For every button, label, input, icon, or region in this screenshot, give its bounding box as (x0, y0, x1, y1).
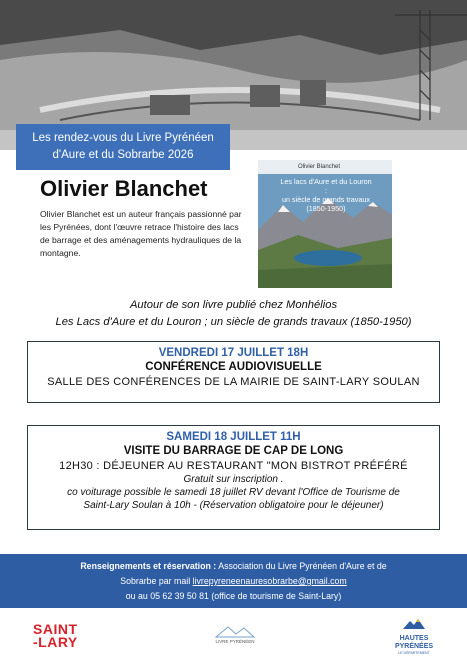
event-series-banner (16, 124, 230, 170)
banner-line-2: d'Aure et du Sobrarbe 2026 (52, 149, 194, 161)
info-footer (0, 554, 467, 608)
hautes-pyrenees-line-3: LE DÉPARTEMENT (398, 651, 430, 655)
event2-note-1: Gratuit sur inscription . (183, 474, 284, 485)
book-cover-author: Olivier Blanchet (258, 160, 392, 174)
event-box-friday (27, 341, 440, 403)
intro-line-2: Les Lacs d'Aure et du Louron ; un siècle de grands travaux (1850-1950) (55, 316, 412, 328)
author-name: Olivier Blanchet (40, 176, 208, 201)
footer-label: Renseignements et réservation : (80, 561, 217, 571)
event2-title: VISITE DU BARRAGE DE CAP DE LONG (123, 445, 344, 457)
hautes-pyrenees-line-2: PYRÉNÉES (394, 643, 434, 650)
livre-pyreneen-logo-text: LIVRE PYRÉNÉEN (215, 639, 255, 644)
saint-lary-logo-line-2: -LARY (33, 634, 78, 650)
saint-lary-logo (33, 623, 78, 649)
saint-lary-logo-line-1: SAINT (33, 621, 78, 637)
book-cover-title (280, 177, 372, 213)
hautes-pyrenees-mountain-icon (402, 618, 426, 630)
event2-date: SAMEDI 18 JUILLET 11H (166, 431, 301, 443)
book-cover (258, 160, 392, 288)
event2-note-3: Saint-Lary Soulan à 10h - (Réservation obligatoire pour le déjeuner) (83, 500, 384, 511)
book-cover-title-line-1: Les lacs d'Aure et du Louron : (280, 177, 372, 195)
event2-lunch: 12H30 : DÉJEUNER AU RESTAURANT "MON BISTROT PRÉFÉRÉ (59, 460, 408, 472)
footer-line-2-text: Sobrarbe par mail (120, 576, 193, 586)
hautes-pyrenees-logo (392, 617, 436, 655)
footer-line-1-text: Association du Livre Pyrénéen d'Aure et de (216, 561, 387, 571)
footer-line-3: ou au 05 62 39 50 81 (office de tourisme de Saint-Lary) (125, 591, 342, 601)
event2-note-2: co voiturage possible le samedi 18 juillet RV devant l'Office de Tourisme de (67, 487, 400, 498)
footer-line-1 (0, 559, 467, 574)
email-link[interactable]: livrepyreneenauresobrarbe@gmail.com (192, 576, 347, 586)
event1-place: SALLE DES CONFÉRENCES DE LA MAIRIE DE SAINT-LARY SOULAN (47, 376, 420, 388)
book-cover-title-line-2: un siècle de grands travaux (1850-1950) (282, 195, 370, 213)
author-bio: Olivier Blanchet est un auteur français passionné par les Pyrénées, dont l'œuvre retrace l'histoire des lacs de barrage et des aménagements hydrauliques de la montagne. (40, 209, 242, 258)
intro-line-1: Autour de son livre publié chez Monhélios (129, 299, 338, 311)
event1-date: VENDREDI 17 JUILLET 18H (158, 347, 309, 359)
hautes-pyrenees-line-1: HAUTES (399, 635, 429, 642)
footer-line-2 (0, 574, 467, 589)
event1-title: CONFÉRENCE AUDIOVISUELLE (145, 361, 322, 373)
banner-line-1: Les rendez-vous du Livre Pyrénéen (32, 132, 214, 144)
mountain-icon (214, 624, 256, 638)
event-box-saturday (27, 425, 440, 530)
livre-pyreneen-logo (214, 624, 256, 646)
